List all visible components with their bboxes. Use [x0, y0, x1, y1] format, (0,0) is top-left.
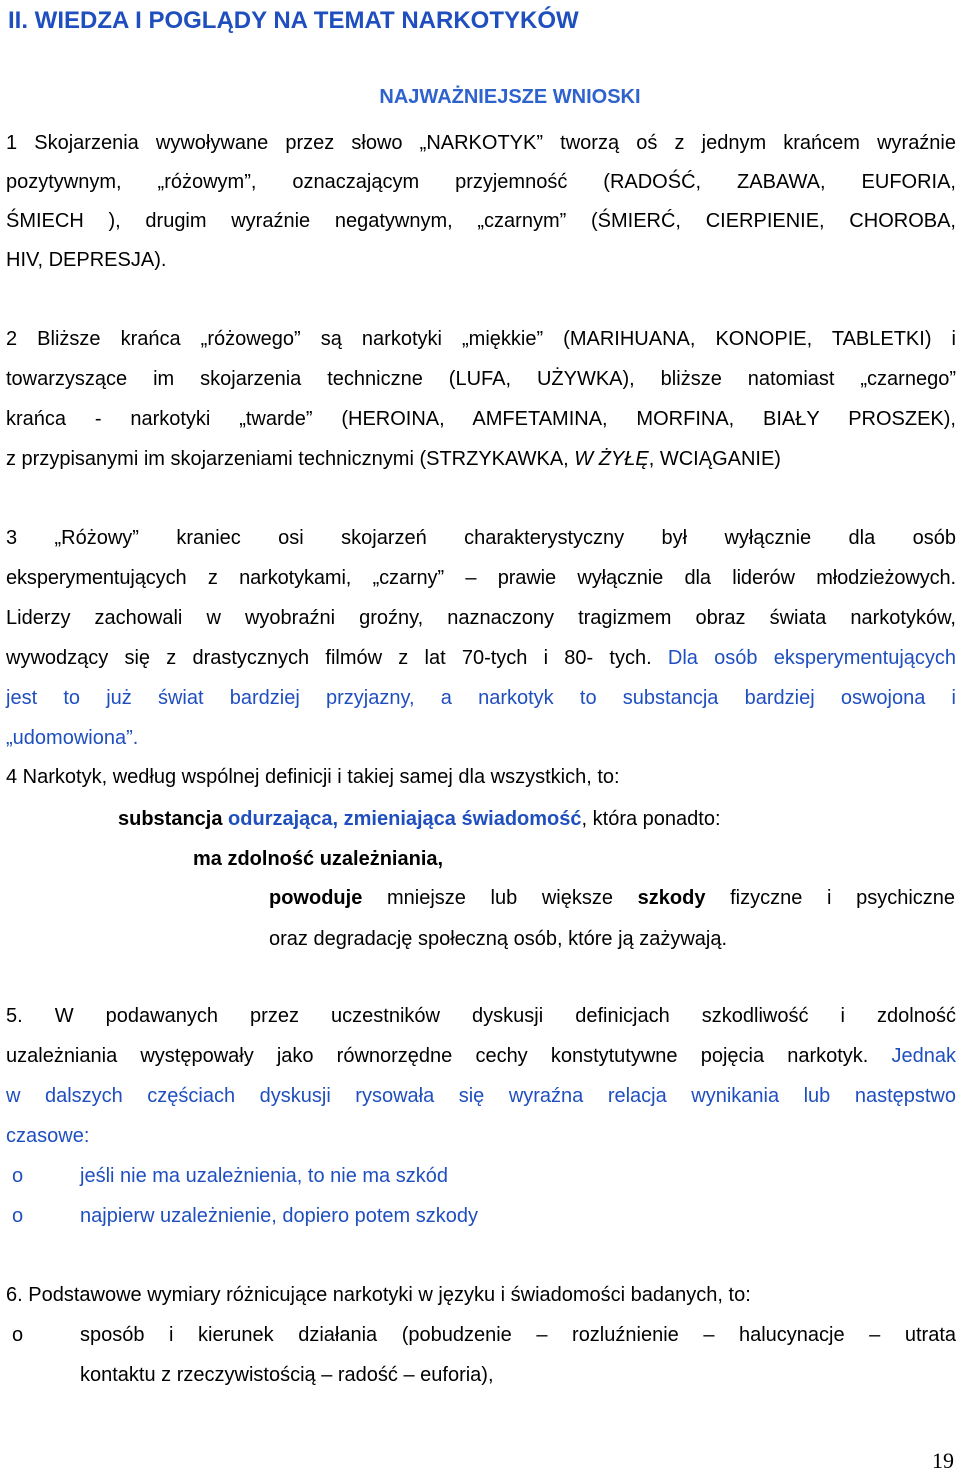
paragraph-5	[6, 996, 956, 1156]
p1-line-4: HIV, DEPRESJA).	[6, 249, 167, 271]
definition-line-3: powoduje mniejsze lub większe szkody fizyczne i psychiczne	[269, 887, 956, 909]
p3-line-6: „udomowiona”.	[6, 727, 139, 749]
p4-intro: 4 Narkotyk, według wspólnej definicji i takiej samej dla wszystkich, to:	[6, 766, 620, 788]
p5-line-4: czasowe:	[6, 1125, 90, 1147]
p1-line-2: pozytywnym, „różowym”, oznaczającym przyjemność (RADOŚĆ, ZABAWA, EUFORIA,	[6, 171, 956, 193]
p2-line-2: towarzyszące im skojarzenia techniczne (LUFA, UŻYWKA), bliższe natomiast „czarnego”	[6, 368, 956, 390]
paragraph-1	[6, 124, 956, 280]
p5-line-2: uzależniania występowały jako równorzędne cechy konstytutywne pojęcia narkotyk. Jednak	[6, 1045, 956, 1067]
p2-line-3: krańca - narkotyki „twarde” (HEROINA, AMFETAMINA, MORFINA, BIAŁY PROSZEK),	[6, 408, 956, 430]
list-item-continuation: kontaktu z rzeczywistością – radość – euforia),	[80, 1364, 494, 1386]
p2-line-4: z przypisanymi im skojarzeniami technicznymi (STRZYKAWKA, W ŻYŁĘ, WCIĄGANIE)	[6, 448, 781, 470]
p3-line-4: wywodzący się z drastycznych filmów z lat 70-tych i 80- tych. Dla osób eksperymentujących	[6, 647, 957, 669]
bullet-marker: o	[12, 1165, 24, 1187]
bullet-marker: o	[12, 1205, 24, 1227]
list-item: najpierw uzależnienie, dopiero potem szkody	[80, 1205, 479, 1227]
p3-line-1: 3 „Różowy” kraniec osi skojarzeń charakterystyczny był wyłącznie dla osób	[6, 527, 956, 549]
subtitle: NAJWAŻNIEJSZE WNIOSKI	[379, 86, 641, 108]
list-item: jeśli nie ma uzależnienia, to nie ma szkód	[80, 1165, 448, 1187]
p3-line-2: eksperymentujących z narkotykami, „czarny” – prawie wyłącznie dla liderów młodzieżowych.	[6, 567, 956, 589]
paragraph-3	[6, 518, 956, 758]
p5-line-3: w dalszych częściach dyskusji rysowała się wyraźna relacja wynikania lub następstwo	[6, 1085, 956, 1107]
p3-line-3: Liderzy zachowali w wyobraźni groźny, naznaczony tragizmem obraz świata narkotyków,	[6, 607, 956, 629]
section-title: II. WIEDZA I POGLĄDY NA TEMAT NARKOTYKÓW	[8, 7, 579, 34]
italic-w-zyle: W ŻYŁĘ	[574, 448, 649, 470]
p1-line-3: ŚMIECH ), drugim wyraźnie negatywnym, „czarnym” (ŚMIERĆ, CIERPIENIE, CHOROBA,	[6, 210, 956, 232]
p1-line-1: 1 Skojarzenia wywoływane przez słowo „NARKOTYK” tworzą oś z jednym krańcem wyraźnie	[6, 132, 956, 154]
paragraph-2	[6, 319, 956, 479]
bullet-marker: o	[12, 1324, 24, 1346]
p5-line-1: 5. W podawanych przez uczestników dyskusji definicjach szkodliwość i zdolność	[6, 1005, 956, 1027]
definition-line-4: oraz degradację społeczną osób, które ją zażywają.	[269, 928, 728, 950]
p6-line-1: 6. Podstawowe wymiary różnicujące narkotyki w języku i świadomości badanych, to:	[6, 1284, 751, 1306]
definition-line-1: substancja odurzająca, zmieniająca świadomość, która ponadto:	[118, 808, 721, 830]
list-item: sposób i kierunek działania (pobudzenie – rozluźnienie – halucynacje – utrata	[80, 1324, 956, 1346]
page-number: 19	[932, 1448, 954, 1473]
definition-line-2: ma zdolność uzależniania,	[193, 848, 444, 870]
p3-line-5: jest to już świat bardziej przyjazny, a narkotyk to substancja bardziej oswojona i	[6, 687, 956, 709]
p2-line-1: 2 Bliższe krańca „różowego” są narkotyki „miękkie” (MARIHUANA, KONOPIE, TABLETKI) i	[6, 328, 956, 350]
